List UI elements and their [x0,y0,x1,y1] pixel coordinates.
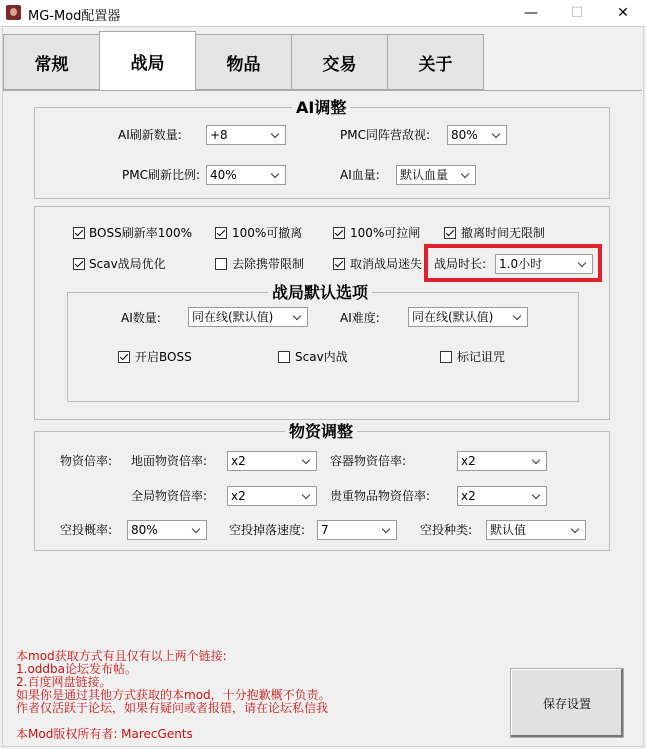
scav-war-checkbox[interactable] [278,351,290,363]
chevron-down-icon [382,521,393,539]
ai-difficulty-select[interactable]: 同在线(默认值) [408,307,528,327]
ground-loot-label: 地面物资倍率: [131,454,208,468]
pmc-hostile-label: PMC同阵营敌视: [340,128,431,142]
chevron-down-icon [532,452,543,470]
pmc-ratio-select[interactable]: 40% [206,165,286,185]
ai-refresh-select[interactable]: +8 [206,125,286,145]
pmc-ratio-label: PMC刷新比例: [122,168,201,182]
ai-settings-group [34,107,610,199]
note-line: 作者仅活跃于论坛，如果有疑问或者报错，请在论坛私信我 [16,701,329,715]
tab-trade[interactable]: 交易 [291,34,388,90]
tagged-cursed-label: 标记诅咒 [457,350,506,364]
ai-count-label: AI数量: [121,311,161,325]
maximize-button: ☐ [570,5,584,21]
chevron-down-icon [578,255,589,273]
ai-count-select[interactable]: 同在线(默认值) [188,307,308,327]
mia-checkbox[interactable] [333,258,345,270]
airdrop-speed-label: 空投掉落速度: [229,523,306,537]
minimize-button[interactable]: — [524,5,538,21]
mia-label: 取消战局迷失 [350,257,423,271]
chevron-down-icon [532,487,543,505]
extract-time-checkbox[interactable] [444,227,456,239]
chevron-down-icon [571,521,582,539]
chevron-down-icon [302,452,313,470]
chevron-down-icon [271,126,282,144]
ground-loot-select[interactable]: x2 [227,451,317,471]
container-loot-select[interactable]: x2 [457,451,547,471]
note-line: 如果你是通过其他方式获取的本mod，十分抱歉概不负责。 [16,688,331,702]
scav-optimize-checkbox[interactable] [73,258,85,270]
raid-duration-select[interactable]: 1.0小时 [495,254,593,274]
valuable-loot-select[interactable]: x2 [457,486,547,506]
airdrop-chance-label: 空投概率: [60,523,113,537]
chevron-down-icon [302,487,313,505]
global-loot-select[interactable]: x2 [227,486,317,506]
chevron-down-icon [293,308,304,326]
airdrop-type-select[interactable]: 默认值 [486,520,586,540]
boss-spawn-label: BOSS刷新率100% [89,226,193,240]
save-button[interactable]: 保存设置 [510,668,624,738]
tab-about[interactable]: 关于 [387,34,484,90]
enable-boss-label: 开启BOSS [135,350,192,364]
extract-label: 100%可撤离 [232,226,303,240]
tab-general[interactable]: 常规 [3,34,100,90]
global-loot-label: 全局物资倍率: [131,489,208,503]
scav-war-label: Scav内战 [295,350,348,364]
chevron-down-icon [513,308,524,326]
ai-hp-label: AI血量: [340,168,380,182]
switch-checkbox[interactable] [333,227,345,239]
chevron-down-icon [461,166,472,184]
carry-limit-label: 去除携带限制 [232,257,305,271]
tab-raid[interactable]: 战局 [99,31,196,91]
ai-refresh-label: AI刷新数量: [118,128,182,142]
valuable-loot-label: 贵重物品物资倍率: [330,489,431,503]
tagged-cursed-checkbox[interactable] [440,351,452,363]
raid-duration-label: 战局时长: [434,257,487,271]
extract-time-label: 撤离时间无限制 [461,226,546,240]
ai-group-title: AI调整 [292,99,350,117]
copyright-line: 本Mod版权所有者: MarecGents [16,727,193,741]
pmc-hostile-select[interactable]: 80% [447,125,507,145]
chevron-down-icon [271,166,282,184]
title-bar [0,0,646,26]
chevron-down-icon [492,126,503,144]
tab-items[interactable]: 物品 [195,34,292,90]
note-line: 本mod获取方式有且仅有以上两个链接: [16,649,227,663]
raid-defaults-title: 战局默认选项 [268,284,372,302]
extract-checkbox[interactable] [215,227,227,239]
switch-label: 100%可拉闸 [350,226,421,240]
ai-hp-select[interactable]: 默认血量 [396,165,476,185]
close-button[interactable]: ✕ [617,5,629,21]
note-line: 2.百度网盘链接。 [16,675,112,689]
loot-group-title: 物资调整 [285,423,357,441]
enable-boss-checkbox[interactable] [118,351,130,363]
airdrop-speed-select[interactable]: 7 [317,520,397,540]
scav-optimize-label: Scav战局优化 [89,257,166,271]
ai-difficulty-label: AI难度: [340,311,380,325]
loot-rate-label: 物资倍率: [60,454,113,468]
window-title: MG-Mod配置器 [28,9,121,24]
note-line: 1.oddba论坛发布帖。 [16,662,137,676]
airdrop-chance-select[interactable]: 80% [127,520,207,540]
app-icon [6,5,21,20]
container-loot-label: 容器物资倍率: [330,454,407,468]
carry-limit-checkbox[interactable] [215,258,227,270]
boss-spawn-checkbox[interactable] [73,227,85,239]
chevron-down-icon [192,521,203,539]
airdrop-type-label: 空投种类: [420,523,473,537]
